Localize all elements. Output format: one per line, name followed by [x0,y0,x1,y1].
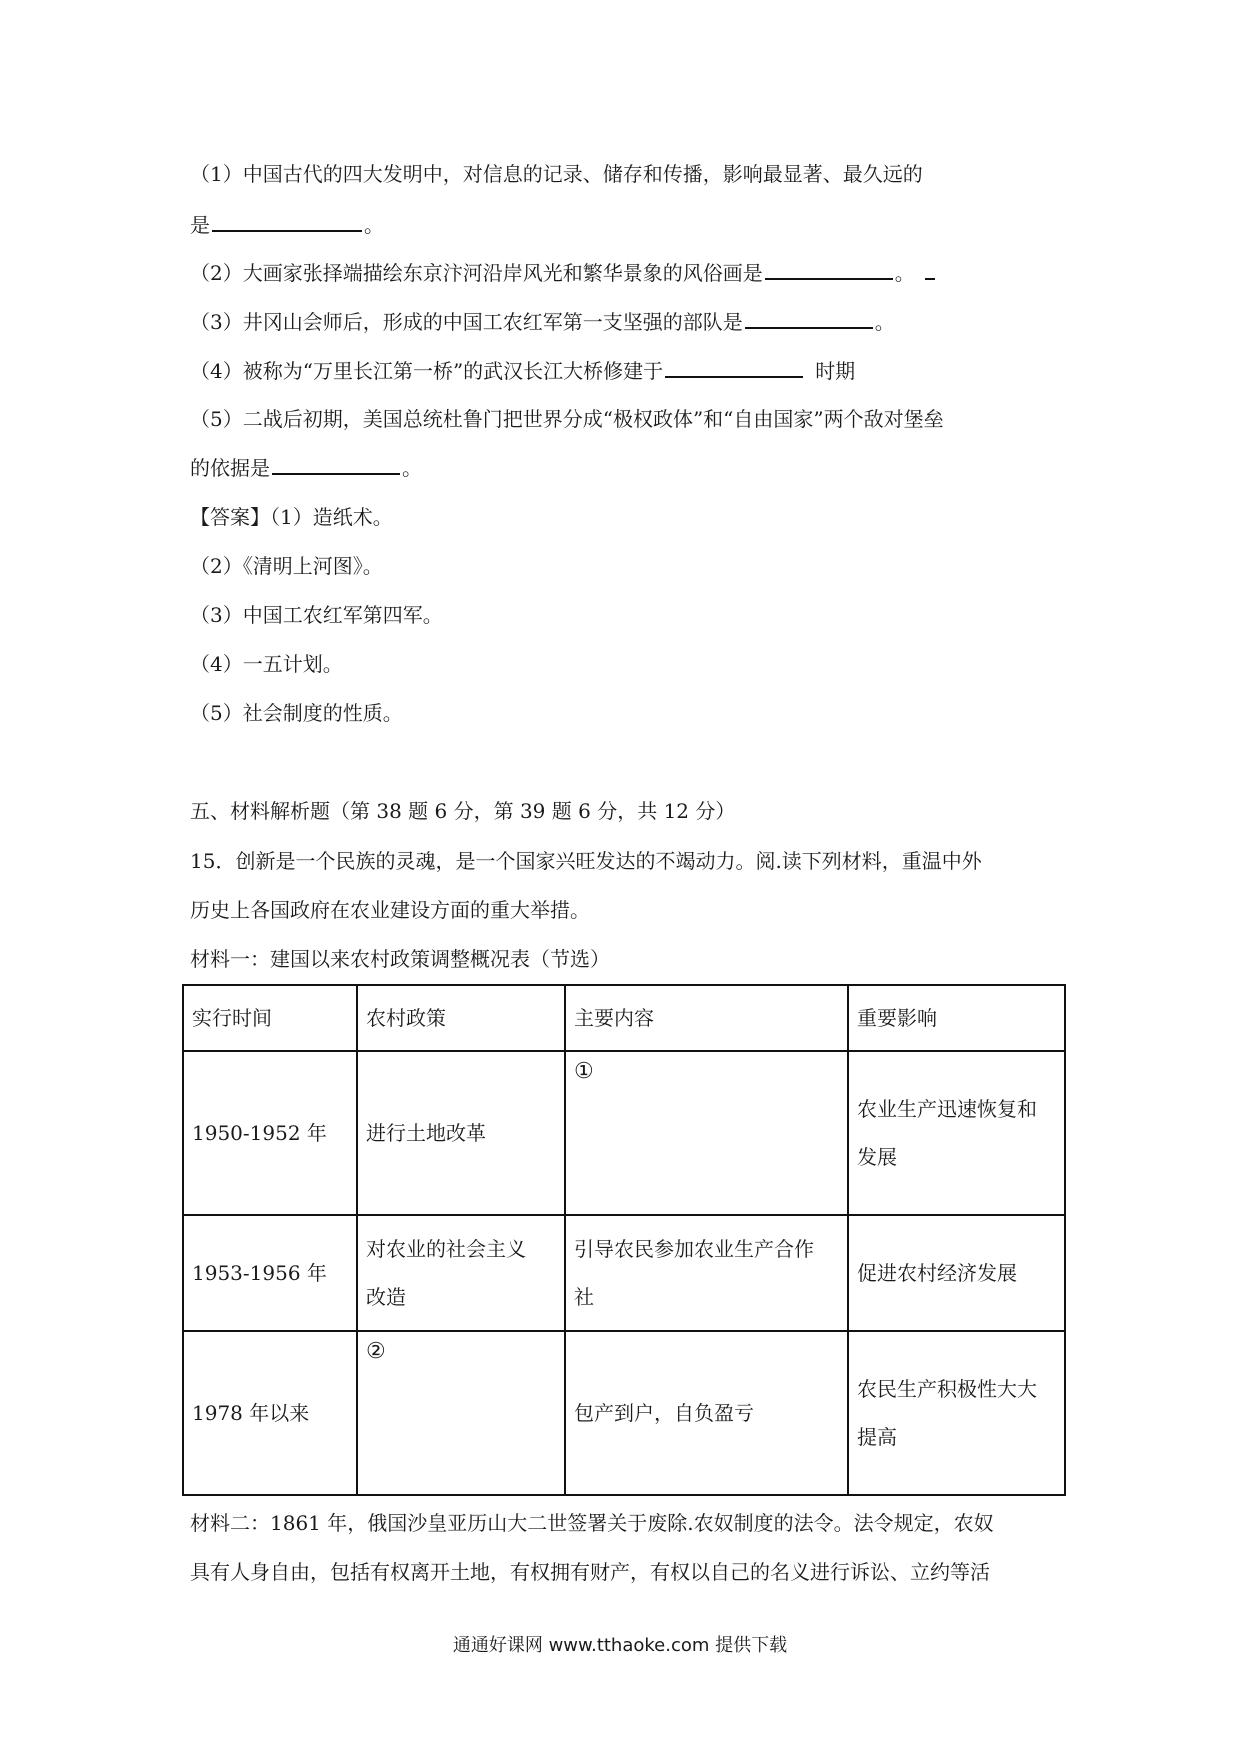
stray-underline [925,258,935,280]
table-header-cell: 主要内容 [565,985,848,1051]
question-2-text: （2）大画家张择端描绘东京汴河沿岸风光和繁华景象的风俗画是 [190,261,763,285]
answer-blank-3[interactable] [745,307,873,329]
table-cell-content [565,1215,848,1331]
question-1-line-1 [190,160,923,188]
table-cell-impact [848,1331,1065,1495]
question-5-line-2 [190,453,422,482]
question-4-text: （4）被称为“万里长江第一桥”的武汉长江大桥修建于 [190,359,664,383]
question-5-prefix: 的依据是 [190,456,270,480]
question-1-line-2 [190,210,384,239]
content-line: 社 [574,1285,594,1309]
answer-5: （5）社会制度的性质。 [190,701,403,725]
question-1-text: （1）中国古代的四大发明中，对信息的记录、储存和传播，影响最显著、最久远的 [190,162,923,186]
table-cell-impact [848,1051,1065,1215]
table-cell-content [565,1051,848,1215]
table-header-row [183,985,1065,1051]
answer-1: 【答案】（1）造纸术。 [190,505,393,529]
section-5-title: 五、材料解析题（第 38 题 6 分，第 39 题 6 分，共 12 分） [190,799,736,823]
answer-blank-1[interactable] [212,210,362,232]
answer-3: （3）中国工农红军第四军。 [190,603,443,627]
question-2-suffix: 。 [894,261,915,285]
table-row [183,1215,1065,1331]
content-line: 引导农民参加农业生产合作 [574,1237,814,1261]
impact-line: 农业生产迅速恢复和 [857,1097,1037,1121]
table-cell-content: 包产到户，自负盈亏 [565,1331,848,1495]
policy-line: 对农业的社会主义 [366,1237,526,1261]
table-header-cell: 农村政策 [357,985,565,1051]
question-1-prefix: 是 [190,213,210,237]
question-5-line-1 [190,405,944,433]
material-1-title: 材料一：建国以来农村政策调整概况表（节选） [190,947,610,971]
table-cell-policy: 进行土地改革 [357,1051,565,1215]
question-5-suffix: 。 [402,456,422,480]
answer-2: （2）《清明上河图》。 [190,554,383,578]
answer-blank-4[interactable] [665,356,803,378]
question-4-line [190,356,855,385]
question-15-line-1: 15．创新是一个民族的灵魂，是一个国家兴旺发达的不竭动力。阅.读下列材料，重温中外 [190,849,982,873]
table-cell-time: 1953-1956 年 [183,1215,357,1331]
answer-blank-5[interactable] [272,453,400,475]
circled-number-2: ② [366,1339,386,1364]
question-5-text: （5）二战后初期，美国总统杜鲁门把世界分成“极权政体”和“自由国家”两个敌对堡垒 [190,407,944,431]
question-4-suffix: 时期 [815,359,856,383]
impact-line: 提高 [857,1425,897,1449]
question-3-line [190,307,895,336]
question-3-text: （3）井冈山会师后，形成的中国工农红军第一支坚强的部队是 [190,310,743,334]
answer-blank-2[interactable] [765,258,893,280]
table-header-cell: 实行时间 [183,985,357,1051]
circled-number-1: ① [574,1059,594,1084]
table-cell-time: 1950-1952 年 [183,1051,357,1215]
question-15-line-2: 历史上各国政府在农业建设方面的重大举措。 [190,898,590,922]
question-2-line [190,258,935,287]
material-2-line-1: 材料二：1861 年，俄国沙皇亚历山大二世签署关于废除.农奴制度的法令。法令规定，农奴 [190,1511,994,1535]
table-row [183,1331,1065,1495]
table-row [183,1051,1065,1215]
table-cell-impact: 促进农村经济发展 [848,1215,1065,1331]
table-cell-time: 1978 年以来 [183,1331,357,1495]
question-1-suffix: 。 [364,213,384,237]
table-cell-policy [357,1215,565,1331]
table-cell-policy [357,1331,565,1495]
page-footer: 通通好课网 www.tthaoke.com 提供下载 [452,1635,788,1656]
policy-line: 改造 [366,1285,406,1309]
material-2-line-2: 具有人身自由，包括有权离开土地，有权拥有财产，有权以自己的名义进行诉讼、立约等活 [190,1560,990,1584]
question-3-suffix: 。 [874,310,895,334]
answer-4: （4）一五计划。 [190,652,343,676]
table-header-cell: 重要影响 [848,985,1065,1051]
impact-line: 发展 [857,1145,897,1169]
rural-policy-table [182,984,1066,1496]
impact-line: 农民生产积极性大大 [857,1377,1037,1401]
